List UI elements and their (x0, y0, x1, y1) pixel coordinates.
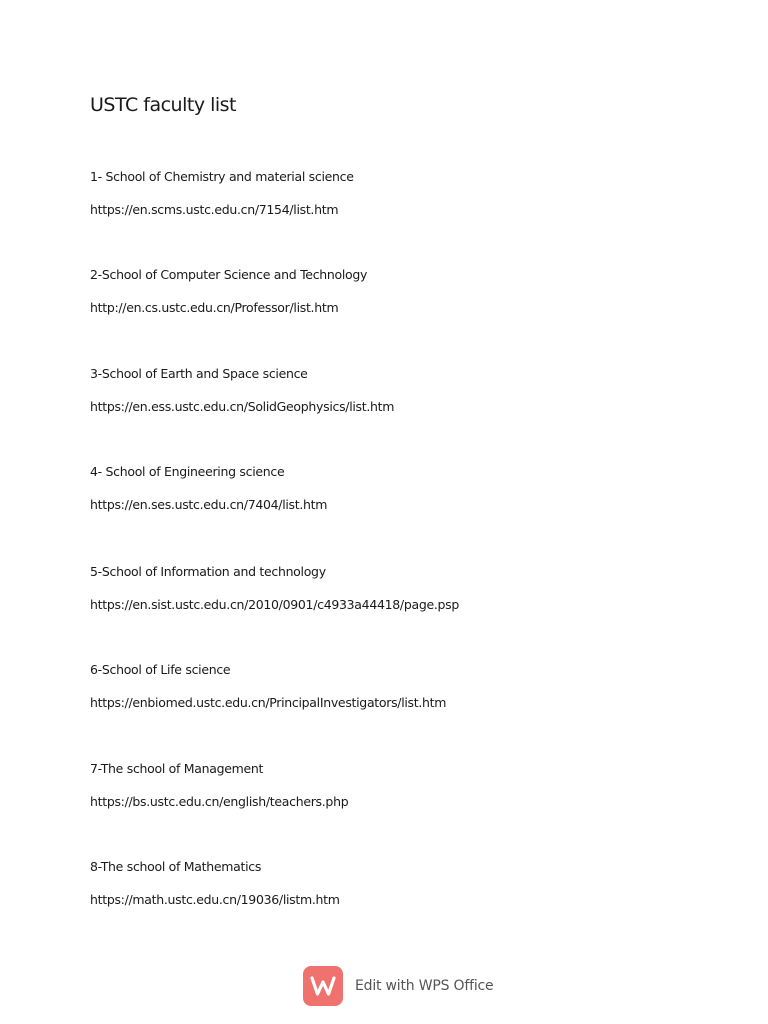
school-name: 3-School of Earth and Space science (90, 366, 308, 381)
faculty-entry (90, 463, 730, 514)
wps-office-logo-icon (303, 966, 343, 1006)
school-name: 5-School of Information and technology (90, 564, 326, 579)
school-link[interactable]: https://en.ses.ustc.edu.cn/7404/list.htm (90, 497, 328, 512)
faculty-entry (90, 760, 730, 811)
faculty-entry (90, 365, 730, 416)
school-link[interactable]: https://en.sist.ustc.edu.cn/2010/0901/c4933a44418/page.psp (90, 597, 460, 612)
school-name: 1- School of Chemistry and material science (90, 169, 354, 184)
school-name: 2-School of Computer Science and Technology (90, 267, 368, 282)
faculty-entry (90, 563, 730, 614)
school-link[interactable]: https://bs.ustc.edu.cn/english/teachers.php (90, 794, 349, 809)
school-link[interactable]: https://en.ess.ustc.edu.cn/SolidGeophysics/list.htm (90, 399, 395, 414)
edit-with-wps-label: Edit with WPS Office (355, 978, 494, 994)
school-link[interactable]: https://math.ustc.edu.cn/19036/listm.htm (90, 892, 340, 907)
school-name: 8-The school of Mathematics (90, 859, 262, 874)
faculty-entry (90, 168, 730, 219)
faculty-entry (90, 661, 730, 712)
school-name: 4- School of Engineering science (90, 464, 285, 479)
school-link[interactable]: http://en.cs.ustc.edu.cn/Professor/list.htm (90, 300, 339, 315)
school-link[interactable]: https://en.scms.ustc.edu.cn/7154/list.htm (90, 202, 339, 217)
document-title: USTC faculty list (90, 94, 237, 116)
faculty-entry (90, 858, 730, 909)
school-name: 6-School of Life science (90, 662, 231, 677)
wps-edit-banner[interactable] (303, 964, 493, 1008)
faculty-entry (90, 266, 730, 317)
school-name: 7-The school of Management (90, 761, 264, 776)
school-link[interactable]: https://enbiomed.ustc.edu.cn/PrincipalInvestigators/list.htm (90, 695, 447, 710)
